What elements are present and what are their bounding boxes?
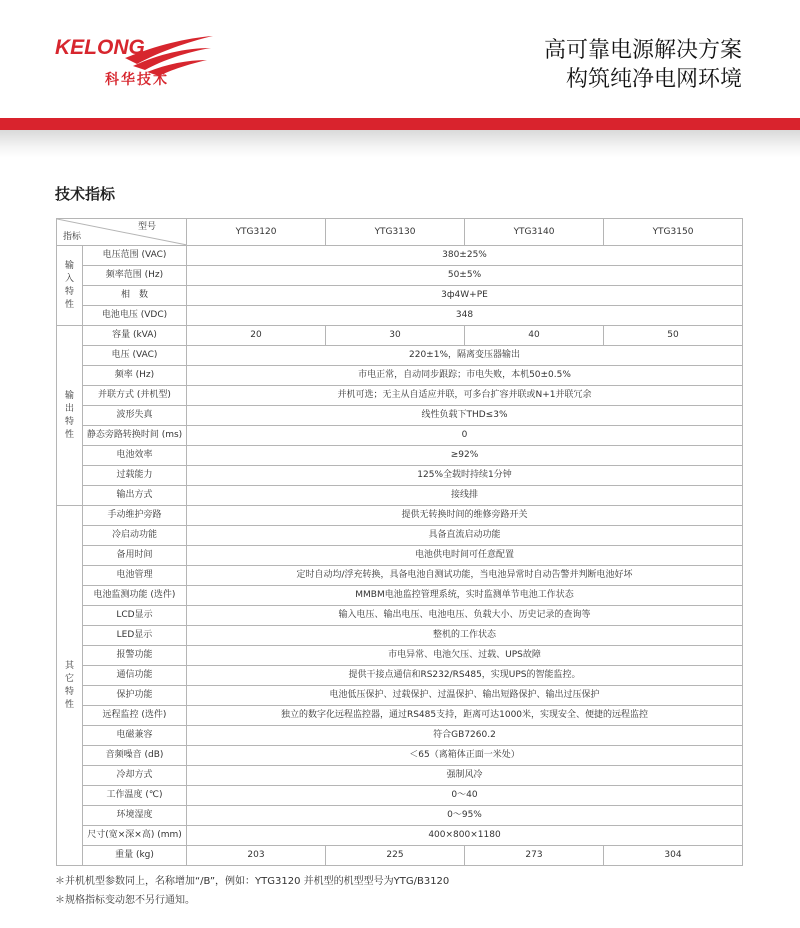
table-row <box>57 846 743 866</box>
spec-label-cell: 电压 (VAC) <box>83 346 187 366</box>
spec-value-cell: 0～95% <box>187 806 743 826</box>
spec-value-cell: 并机可选；无主从自适应并联，可多台扩容并联或N+1并联冗余 <box>187 386 743 406</box>
table-row <box>57 586 743 606</box>
spec-label-cell: 报警功能 <box>83 646 187 666</box>
spec-value-cell: 203 <box>187 846 326 866</box>
footnote: ＊并机机型参数同上，名称增加“/B”，例如：YTG3120 并机型的机型型号为YTG/B3120 <box>55 876 450 887</box>
spec-label-cell: 工作温度 (℃) <box>83 786 187 806</box>
page-header <box>0 0 800 118</box>
spec-value-cell: 电池供电时间可任意配置 <box>187 546 743 566</box>
spec-label-cell: 过载能力 <box>83 466 187 486</box>
spec-value-cell: 市电正常，自动同步跟踪；市电失败，本机50±0.5% <box>187 366 743 386</box>
spec-value-cell: 50±5% <box>187 266 743 286</box>
spec-label-cell: 手动维护旁路 <box>83 506 187 526</box>
category-char: 出 <box>64 403 74 414</box>
spec-value-cell: 220±1%，隔离变压器输出 <box>187 346 743 366</box>
spec-value-cell: 0～40 <box>187 786 743 806</box>
model-header: YTG3140 <box>465 219 604 246</box>
category-char: 输 <box>64 390 74 401</box>
spec-value-cell: 独立的数字化远程监控器，通过RS485支持，距离可达1000米，实现安全、便捷的远程监控 <box>187 706 743 726</box>
footnote: ＊规格指标变动恕不另行通知。 <box>55 895 195 906</box>
table-row <box>57 326 743 346</box>
table-row <box>57 426 743 446</box>
table-row <box>57 746 743 766</box>
table-row <box>57 566 743 586</box>
spec-value-cell: 400×800×1180 <box>187 826 743 846</box>
table-row <box>57 666 743 686</box>
category-char: 其 <box>64 660 74 671</box>
spec-value-cell: 225 <box>326 846 465 866</box>
model-header: YTG3150 <box>604 219 743 246</box>
table-row <box>57 686 743 706</box>
table-row <box>57 286 743 306</box>
spec-value-cell: ＜65（离箱体正面一米处） <box>187 746 743 766</box>
section-title: 技术指标 <box>55 185 116 203</box>
spec-label-cell: 并联方式 (并机型) <box>83 386 187 406</box>
spec-label-cell: LCD显示 <box>83 606 187 626</box>
spec-value-cell: 348 <box>187 306 743 326</box>
spec-label-cell: 相 数 <box>83 286 187 306</box>
spec-value-cell: 273 <box>465 846 604 866</box>
category-char: 特 <box>64 686 74 697</box>
table-row <box>57 626 743 646</box>
spec-value-cell: 线性负载下THD≤3% <box>187 406 743 426</box>
spec-value-cell: 304 <box>604 846 743 866</box>
corner-top-label: 型号 <box>137 222 156 232</box>
category-char: 性 <box>64 429 74 440</box>
spec-table <box>56 218 743 866</box>
spec-label-cell: 环境湿度 <box>83 806 187 826</box>
red-divider-bar <box>0 118 800 130</box>
spec-label-cell: 备用时间 <box>83 546 187 566</box>
spec-label-cell: 电池效率 <box>83 446 187 466</box>
spec-label-cell: LED显示 <box>83 626 187 646</box>
spec-value-cell: 提供干接点通信和RS232/RS485，实现UPS的智能监控。 <box>187 666 743 686</box>
table-row <box>57 246 743 266</box>
corner-bottom-label: 指标 <box>63 232 82 242</box>
spec-label-cell: 尺寸(宽×深×高) (mm) <box>83 826 187 846</box>
gray-gradient-bar <box>0 130 800 158</box>
table-row <box>57 266 743 286</box>
spec-label-cell: 远程监控 (选件) <box>83 706 187 726</box>
kelong-logo <box>55 28 215 90</box>
category-char: 特 <box>64 286 74 297</box>
category-cell <box>57 326 83 506</box>
spec-label-cell: 冷启动功能 <box>83 526 187 546</box>
table-row <box>57 546 743 566</box>
spec-value-cell: MMBM电池监控管理系统，实时监测单节电池工作状态 <box>187 586 743 606</box>
category-char: 性 <box>64 699 74 710</box>
logo-text-en: KELONG <box>55 36 145 59</box>
table-row <box>57 786 743 806</box>
table-row <box>57 606 743 626</box>
spec-label-cell: 保护功能 <box>83 686 187 706</box>
model-header: YTG3120 <box>187 219 326 246</box>
category-char: 输 <box>64 260 74 271</box>
spec-value-cell: 380±25% <box>187 246 743 266</box>
table-row <box>57 446 743 466</box>
table-row <box>57 346 743 366</box>
spec-value-cell: 125%全载时持续1分钟 <box>187 466 743 486</box>
table-row <box>57 366 743 386</box>
corner-header-cell <box>57 219 187 246</box>
spec-value-cell: 0 <box>187 426 743 446</box>
spec-value-cell: 电池低压保护、过载保护、过温保护、输出短路保护、输出过压保护 <box>187 686 743 706</box>
category-char: 入 <box>64 273 74 284</box>
table-row <box>57 406 743 426</box>
category-cell <box>57 246 83 326</box>
category-char: 性 <box>64 299 74 310</box>
spec-value-cell: 整机的工作状态 <box>187 626 743 646</box>
table-row <box>57 526 743 546</box>
spec-label-cell: 电池电压 (VDC) <box>83 306 187 326</box>
spec-label-cell: 频率 (Hz) <box>83 366 187 386</box>
category-char: 特 <box>64 416 74 427</box>
table-row <box>57 706 743 726</box>
spec-label-cell: 音频噪音 (dB) <box>83 746 187 766</box>
spec-value-cell: 接线排 <box>187 486 743 506</box>
spec-label-cell: 冷却方式 <box>83 766 187 786</box>
spec-value-cell: 50 <box>604 326 743 346</box>
table-row <box>57 306 743 326</box>
model-header: YTG3130 <box>326 219 465 246</box>
spec-value-cell: 市电异常、电池欠压、过载、UPS故障 <box>187 646 743 666</box>
spec-label-cell: 电压范围 (VAC) <box>83 246 187 266</box>
logo-text-cn: 科华技术 <box>105 72 169 88</box>
slogan-line-1: 高可靠电源解决方案 <box>543 38 742 63</box>
spec-label-cell: 电池监测功能 (选件) <box>83 586 187 606</box>
spec-label-cell: 波形失真 <box>83 406 187 426</box>
table-row <box>57 486 743 506</box>
spec-value-cell: 提供无转换时间的维修旁路开关 <box>187 506 743 526</box>
spec-label-cell: 容量 (kVA) <box>83 326 187 346</box>
spec-label-cell: 频率范围 (Hz) <box>83 266 187 286</box>
table-row <box>57 386 743 406</box>
spec-value-cell: 40 <box>465 326 604 346</box>
category-cell <box>57 506 83 866</box>
table-row <box>57 806 743 826</box>
table-row <box>57 466 743 486</box>
spec-label-cell: 输出方式 <box>83 486 187 506</box>
table-header-row <box>57 219 743 246</box>
spec-value-cell: 30 <box>326 326 465 346</box>
table-row <box>57 826 743 846</box>
category-char: 它 <box>64 673 74 684</box>
spec-label-cell: 通信功能 <box>83 666 187 686</box>
table-row <box>57 646 743 666</box>
spec-label-cell: 重量 (kg) <box>83 846 187 866</box>
spec-value-cell: 强制风冷 <box>187 766 743 786</box>
spec-label-cell: 电磁兼容 <box>83 726 187 746</box>
spec-value-cell: 输入电压、输出电压、电池电压、负载大小、历史记录的查询等 <box>187 606 743 626</box>
spec-value-cell: 定时自动均/浮充转换，具备电池自测试功能，当电池异常时自动告警并判断电池好坏 <box>187 566 743 586</box>
spec-label-cell: 电池管理 <box>83 566 187 586</box>
table-row <box>57 766 743 786</box>
spec-label-cell: 静态旁路转换时间 (ms) <box>83 426 187 446</box>
table-row <box>57 506 743 526</box>
slogan <box>544 36 742 94</box>
spec-value-cell: 符合GB7260.2 <box>187 726 743 746</box>
spec-value-cell: 3ф4W+PE <box>187 286 743 306</box>
footnotes <box>55 872 449 910</box>
table-row <box>57 726 743 746</box>
slogan-line-2: 构筑纯净电网环境 <box>565 67 742 92</box>
spec-value-cell: ≥92% <box>187 446 743 466</box>
spec-value-cell: 具备直流启动功能 <box>187 526 743 546</box>
spec-value-cell: 20 <box>187 326 326 346</box>
